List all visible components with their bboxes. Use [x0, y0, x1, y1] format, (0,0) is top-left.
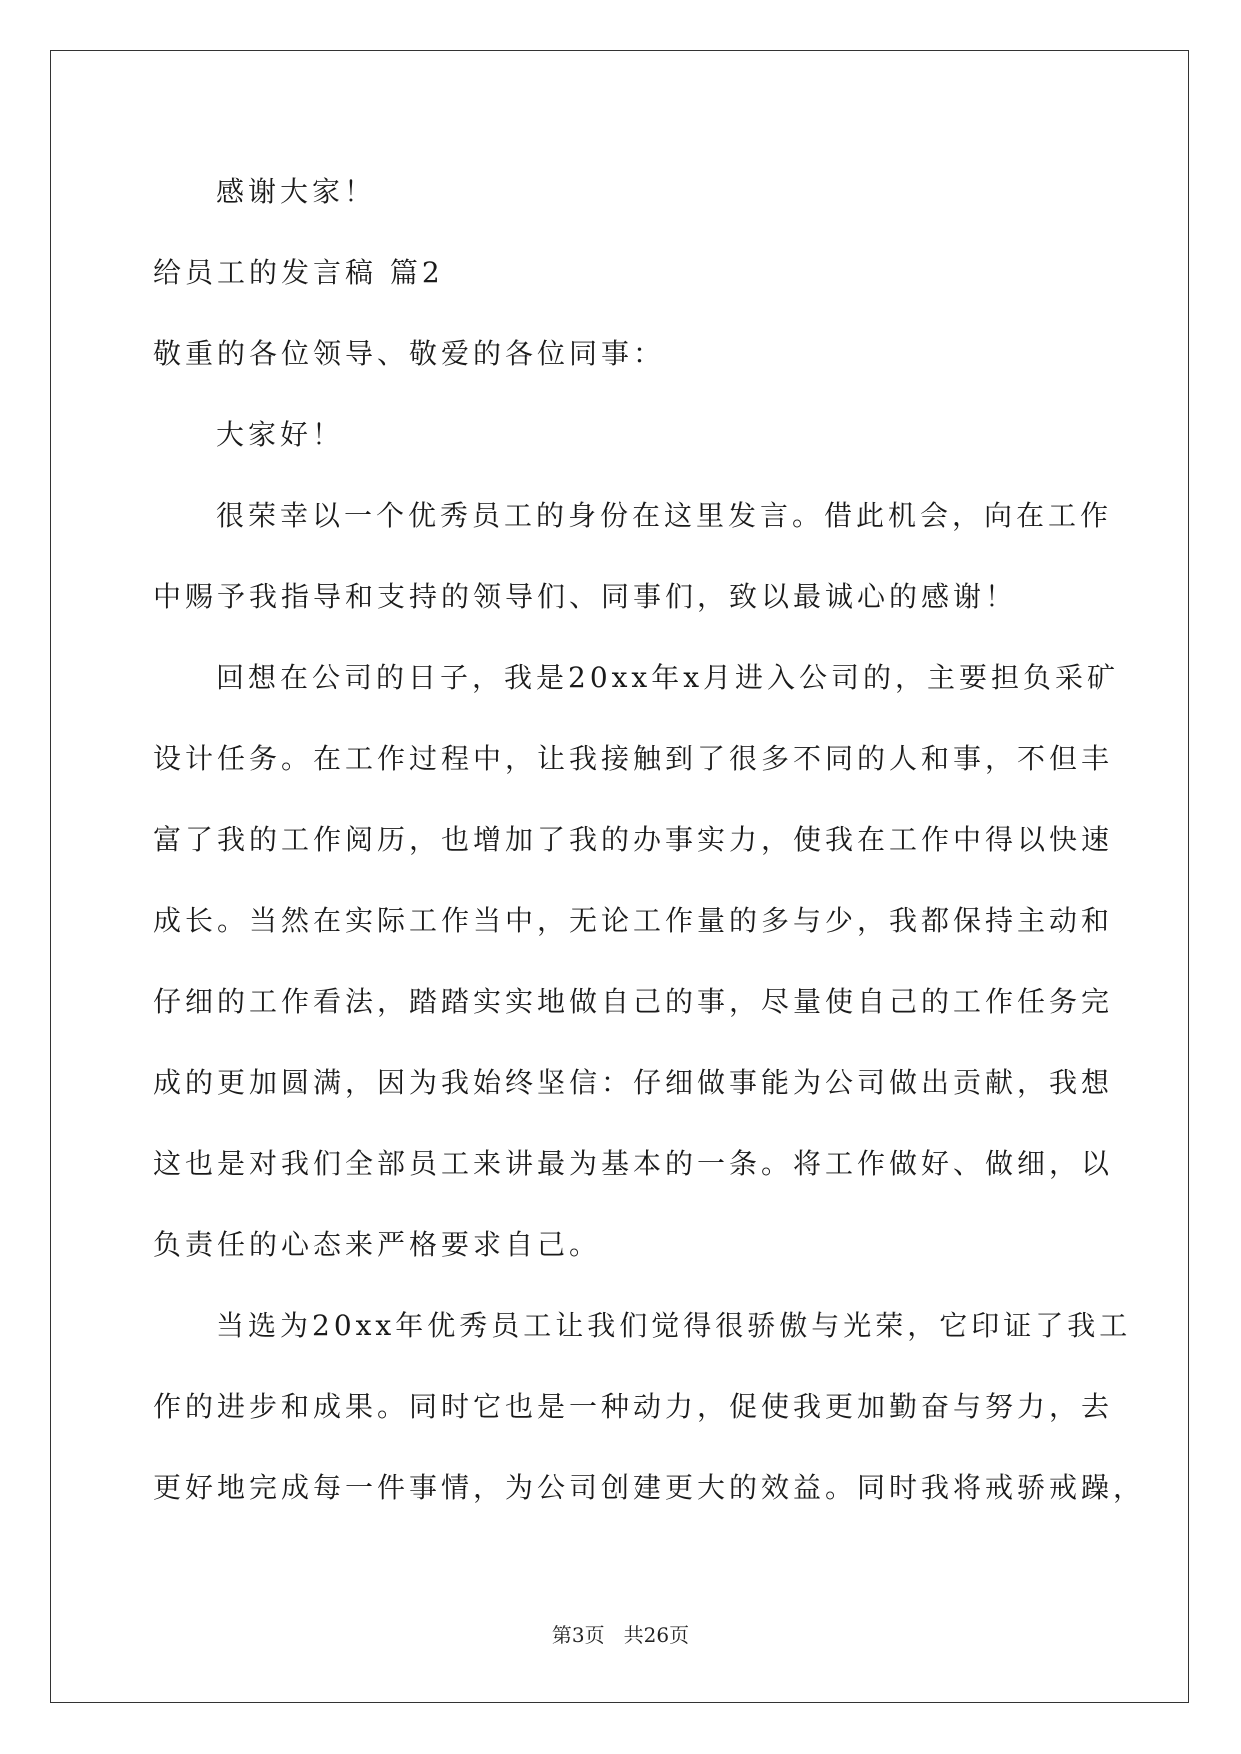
body-line: 这也是对我们全部员工来讲最为基本的一条。将工作做好、做细，以 — [153, 1147, 1114, 1180]
closing-thanks: 感谢大家！ — [216, 175, 377, 208]
greeting: 大家好！ — [216, 418, 345, 451]
body-line: 富了我的工作阅历，也增加了我的办事实力，使我在工作中得以快速 — [153, 823, 1114, 856]
page-number-footer: 第3页 共26页 — [551, 1623, 690, 1647]
body-line: 很荣幸以一个优秀员工的身份在这里发言。借此机会，向在工作 — [216, 499, 1113, 532]
body-line: 作的进步和成果。同时它也是一种动力，促使我更加勤奋与努力，去 — [153, 1390, 1114, 1423]
section-heading: 给员工的发言稿 篇2 — [153, 256, 444, 289]
body-line: 成长。当然在实际工作当中，无论工作量的多与少，我都保持主动和 — [153, 904, 1114, 937]
body-line: 当选为20xx年优秀员工让我们觉得很骄傲与光荣，它印证了我工 — [216, 1309, 1132, 1342]
body-line: 设计任务。在工作过程中，让我接触到了很多不同的人和事，不但丰 — [153, 742, 1114, 775]
body-line: 负责任的心态来严格要求自己。 — [153, 1228, 602, 1261]
salutation: 敬重的各位领导、敬爱的各位同事： — [153, 337, 666, 370]
body-line: 中赐予我指导和支持的领导们、同事们，致以最诚心的感谢！ — [153, 580, 1018, 613]
body-line: 回想在公司的日子，我是20xx年x月进入公司的，主要担负采矿 — [216, 661, 1120, 694]
body-line: 仔细的工作看法，踏踏实实地做自己的事，尽量使自己的工作任务完 — [153, 985, 1114, 1018]
body-line: 更好地完成每一件事情，为公司创建更大的效益。同时我将戒骄戒躁， — [153, 1471, 1146, 1504]
page-frame — [50, 50, 1189, 1703]
body-line: 成的更加圆满，因为我始终坚信：仔细做事能为公司做出贡献，我想 — [153, 1066, 1114, 1099]
